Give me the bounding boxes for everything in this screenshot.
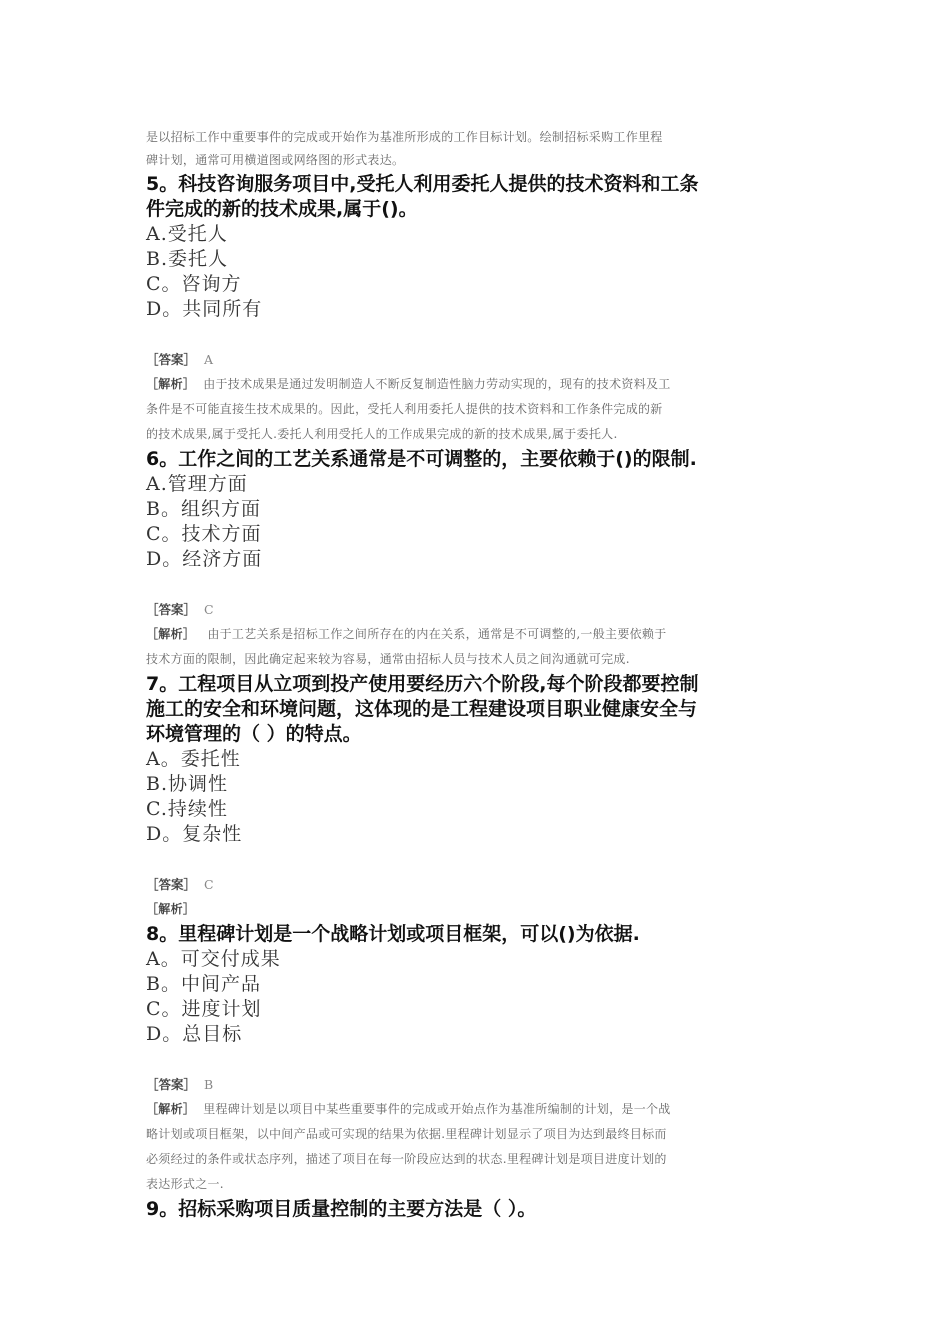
analysis-block [146,372,816,447]
option-b: B。中间产品 [146,973,261,995]
answer-label: ［答案］ [146,877,197,892]
question-title [146,172,816,222]
document-page [146,126,816,1222]
question-title-line: 8。里程碑计划是一个战略计划或项目框架，可以()为依据. [146,923,640,945]
option-c: C。技术方面 [146,523,262,545]
question-6 [146,447,816,672]
analysis-line: 技术方面的限制，因此确定起来较为容易，通常由招标人员与技术人员之间沟通就可完成. [146,652,630,666]
question-5 [146,172,816,447]
question-title-line: 9。招标采购项目质量控制的主要方法是（ ）。 [146,1198,537,1220]
answer-value: C [204,877,214,892]
question-title [146,672,816,747]
question-title-line: 7。工程项目从立项到投产使用要经历六个阶段,每个阶段都要控制 [146,673,699,695]
question-title [146,447,816,472]
answer-value: C [204,602,214,617]
option-b: B.委托人 [146,248,229,270]
question-9 [146,1197,816,1222]
option-b: B.协调性 [146,773,229,795]
analysis-line: 由于工艺关系是招标工作之间所存在的内在关系，通常是不可调整的,一般主要依赖于 [203,627,667,641]
option-d: D。总目标 [146,1023,243,1045]
analysis-block [146,1097,816,1197]
answer-value: A [204,352,214,367]
analysis-line: 表达形式之一. [146,1177,224,1191]
question-title [146,922,816,947]
question-8 [146,922,816,1197]
intro-paragraph [146,126,816,172]
option-c: C.持续性 [146,798,228,820]
analysis-line: 里程碑计划是以项目中某些重要事件的完成或开始点作为基准所编制的计划，是一个战 [203,1102,671,1116]
analysis-line: 略计划或项目框架，以中间产品或可实现的结果为依据.里程碑计划显示了项目为达到最终目标而 [146,1127,667,1141]
question-title-line: 6。工作之间的工艺关系通常是不可调整的，主要依赖于()的限制. [146,448,697,470]
answer-label: ［答案］ [146,602,197,617]
analysis-label: ［解析］ [146,377,196,391]
answer-label: ［答案］ [146,352,197,367]
option-d: D。经济方面 [146,548,263,570]
option-a: A。可交付成果 [146,948,281,970]
option-c: C。咨询方 [146,273,242,295]
question-title-line: 环境管理的（ ）的特点。 [146,723,362,745]
answer-line [146,872,816,897]
analysis-line: 条件是不可能直接生技术成果的。因此，受托人利用委托人提供的技术资料和工作条件完成的新 [146,402,663,416]
option-d: D。复杂性 [146,823,243,845]
analysis-line: 必须经过的条件或状态序列，描述了项目在每一阶段应达到的状态.里程碑计划是项目进度计划的 [146,1152,667,1166]
option-b: B。组织方面 [146,498,261,520]
analysis-line: 的技术成果,属于受托人.委托人利用受托人的工作成果完成的新的技术成果,属于委托人. [146,427,618,441]
intro-line: 是以招标工作中重要事件的完成或开始作为基准所形成的工作目标计划。绘制招标采购工作里程 [146,130,663,144]
question-title-line: 件完成的新的技术成果,属于()。 [146,198,418,220]
option-c: C。进度计划 [146,998,262,1020]
question-title [146,1197,816,1222]
intro-line: 碑计划，通常可用横道图或网络图的形式表达。 [146,153,405,167]
question-title-line: 施工的安全和环境问题，这体现的是工程建设项目职业健康安全与 [146,698,698,720]
option-a: A.管理方面 [146,473,248,495]
analysis-label: ［解析］ [146,902,196,916]
question-title-line: 5。科技咨询服务项目中,受托人利用委托人提供的技术资料和工条 [146,173,699,195]
answer-line [146,1072,816,1097]
option-a: A。委托性 [146,748,241,770]
analysis-line: 由于技术成果是通过发明制造人不断反复制造性脑力劳动实现的，现有的技术资料及工 [203,377,671,391]
analysis-label: ［解析］ [146,627,196,641]
question-7 [146,672,816,922]
answer-line [146,347,816,372]
analysis-block [146,897,816,922]
answer-value: B [204,1077,214,1092]
option-a: A.受托人 [146,223,228,245]
analysis-label: ［解析］ [146,1102,196,1116]
option-d: D。共同所有 [146,298,263,320]
answer-label: ［答案］ [146,1077,197,1092]
analysis-block [146,622,816,672]
answer-line [146,597,816,622]
